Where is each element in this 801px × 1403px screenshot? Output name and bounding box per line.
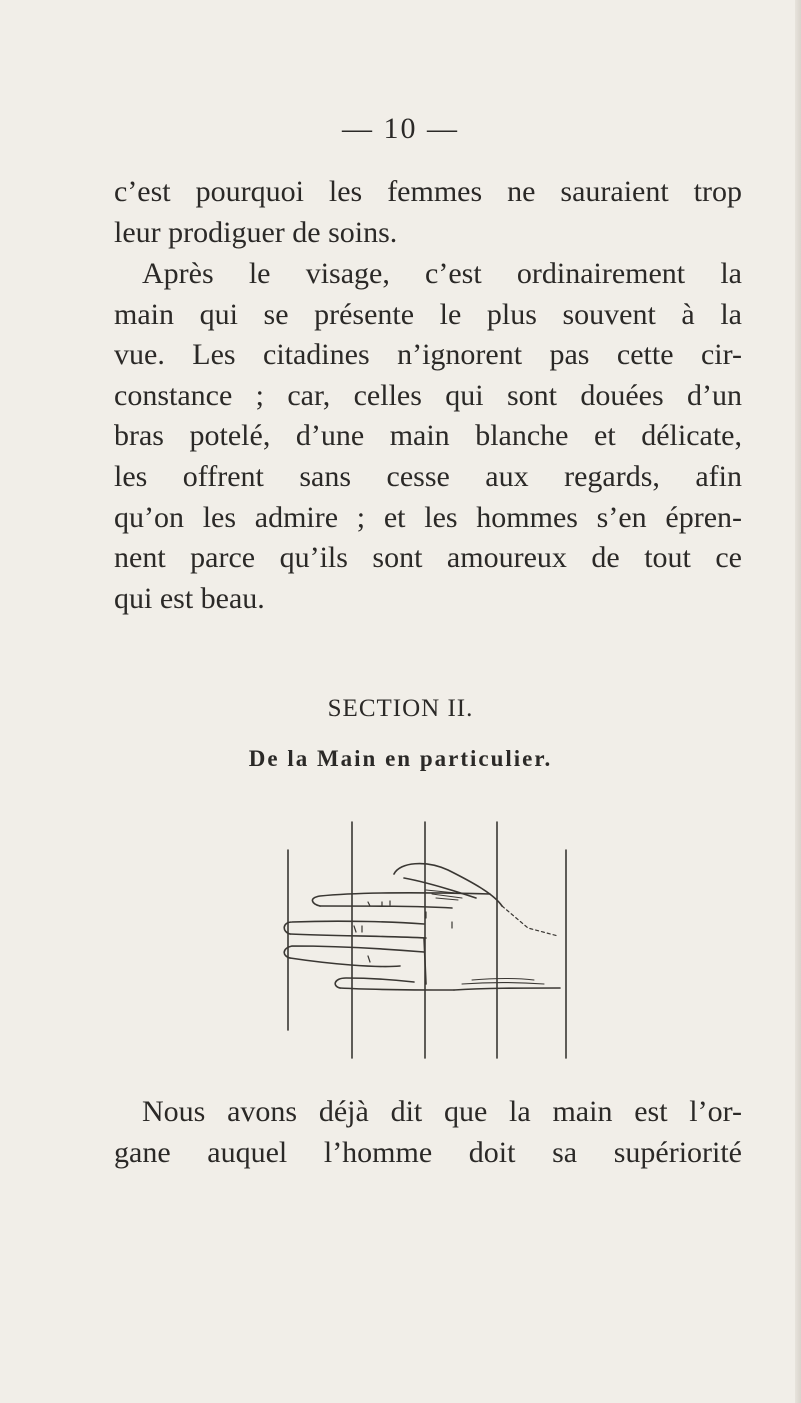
text-line: qu’on les admire ; et les hommes s’en épren- [114, 500, 742, 534]
paragraph-2 [114, 254, 742, 619]
text-line: Après le visage, c’est ordinairement la [142, 257, 742, 290]
text-line: Nous avons déjà dit que la main est l’or- [142, 1095, 742, 1128]
text-line: nent parce qu’ils sont amoureux de tout ce [114, 541, 742, 575]
text-line: main qui se présente le plus souvent à la [114, 297, 742, 331]
section-subtitle: De la Main en particulier. [248, 746, 553, 771]
paragraph-3 [114, 1092, 742, 1173]
hand-illustration [276, 818, 576, 1064]
text-line: les offrent sans cesse aux regards, afin [114, 459, 742, 493]
text-line: bras potelé, d’une main blanche et délicate, [114, 419, 742, 453]
text-line: constance ; car, celles qui sont douées d’un [114, 378, 742, 412]
hand-drawing-icon [276, 818, 576, 1064]
text-line: leur prodiguer de soins. [114, 215, 398, 249]
text-line: gane auquel l’homme doit sa supériorité [114, 1135, 742, 1169]
text-line: qui est beau. [114, 581, 265, 615]
text-line: vue. Les citadines n’ignorent pas cette cir- [114, 338, 742, 372]
text-line: c’est pourquoi les femmes ne sauraient trop [114, 175, 742, 208]
section-heading: SECTION II. [327, 695, 474, 722]
paragraph-1 [114, 172, 742, 253]
page-number: — 10 — [342, 112, 459, 145]
